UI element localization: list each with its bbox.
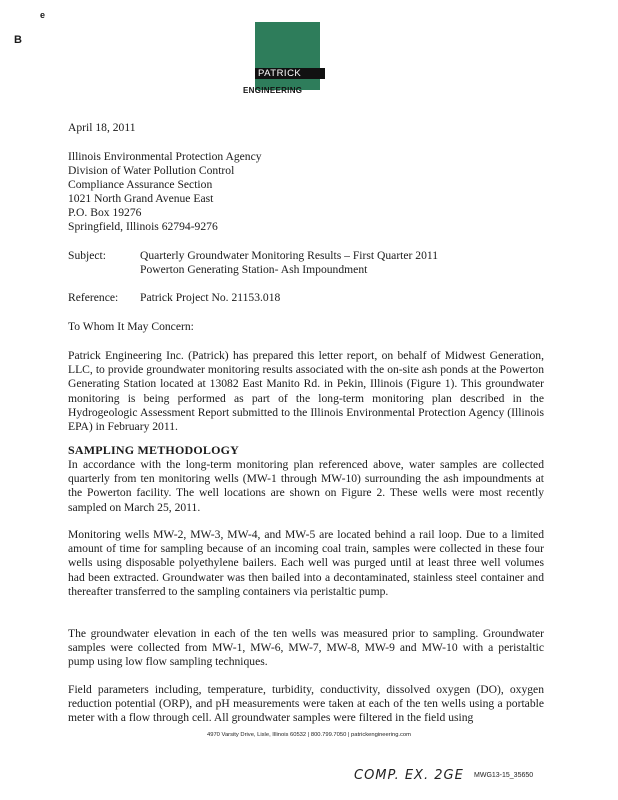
- salutation: To Whom It May Concern:: [68, 320, 194, 333]
- address-line: Compliance Assurance Section: [68, 178, 213, 191]
- reference-value: Patrick Project No. 21153.018: [140, 291, 281, 304]
- subject-line-1: Quarterly Groundwater Monitoring Results – First Quarter 2011: [140, 249, 439, 262]
- intro-paragraph: Patrick Engineering Inc. (Patrick) has prepared this letter report, on behalf of Midwest Generation, LLC, to provide groundwater monitoring results associated with the on-site ash ponds at the Powerton Generating Station located at 13082 East Manito Rd. in Pekin, Illinois (Figure 1). This groundwater monitoring is being performed as part of the long-term monitoring plan described in the Hydrogeologic Assessment Report submitted to the Illinois Environmental Protection Agency (Illinois EPA) in February 2011.: [68, 349, 544, 434]
- letter-date: April 18, 2011: [68, 121, 136, 134]
- address-line: Springfield, Illinois 62794-9276: [68, 220, 218, 233]
- logo-square: [255, 22, 320, 90]
- subject-line-2: Powerton Generating Station- Ash Impoundment: [140, 263, 368, 276]
- reference-label: Reference:: [68, 291, 119, 304]
- margin-mark-top: e: [40, 10, 46, 20]
- body-paragraph: Field parameters including, temperature, turbidity, conductivity, dissolved oxygen (DO), oxygen reduction potential (ORP), and pH measurements were taken at each of the ten wells using a portable meter with a flow through cell. All groundwater samples were filtered in the field using: [68, 683, 544, 725]
- logo-subtitle: ENGINEERING: [243, 86, 303, 95]
- handwritten-exhibit-mark: COMP. EX. 2GE: [354, 768, 464, 783]
- address-line: 1021 North Grand Avenue East: [68, 192, 214, 205]
- section-heading: SAMPLING METHODOLOGY: [68, 443, 240, 457]
- body-paragraph: In accordance with the long-term monitoring plan referenced above, water samples are collected quarterly from ten monitoring wells (MW-1 through MW-10) surrounding the ash impoundments at the Powerton facility. The well locations are shown on Figure 2. These wells were most recently sampled on March 25, 2011.: [68, 458, 544, 514]
- footer-contact: 4970 Varsity Drive, Lisle, Illinois 60532 | 800.799.7050 | patrickengineering.com: [207, 732, 411, 738]
- subject-label: Subject:: [68, 249, 106, 262]
- address-line: P.O. Box 19276: [68, 206, 142, 219]
- bates-number: MWG13-15_35650: [474, 772, 534, 779]
- margin-mark-side: B: [14, 34, 22, 46]
- body-paragraph: The groundwater elevation in each of the ten wells was measured prior to sampling. Groundwater samples were collected from MW-1, MW-6, MW-7, MW-8, MW-9 and MW-10 with a peristaltic pump using low flow sampling techniques.: [68, 627, 544, 669]
- address-line: Illinois Environmental Protection Agency: [68, 150, 262, 163]
- logo-name: PATRICK: [255, 68, 325, 79]
- address-line: Division of Water Pollution Control: [68, 164, 235, 177]
- body-paragraph: Monitoring wells MW-2, MW-3, MW-4, and MW-5 are located behind a rail loop. Due to a limited amount of time for sampling because of an incoming coal train, samples were collected in these four wells using disposable polyethylene bailers. Each well was purged until at least three well volumes had been extracted. Groundwater was then bailed into a decontaminated, stainless steel container and thereafter transferred to the sampling containers via peristaltic pump.: [68, 528, 544, 598]
